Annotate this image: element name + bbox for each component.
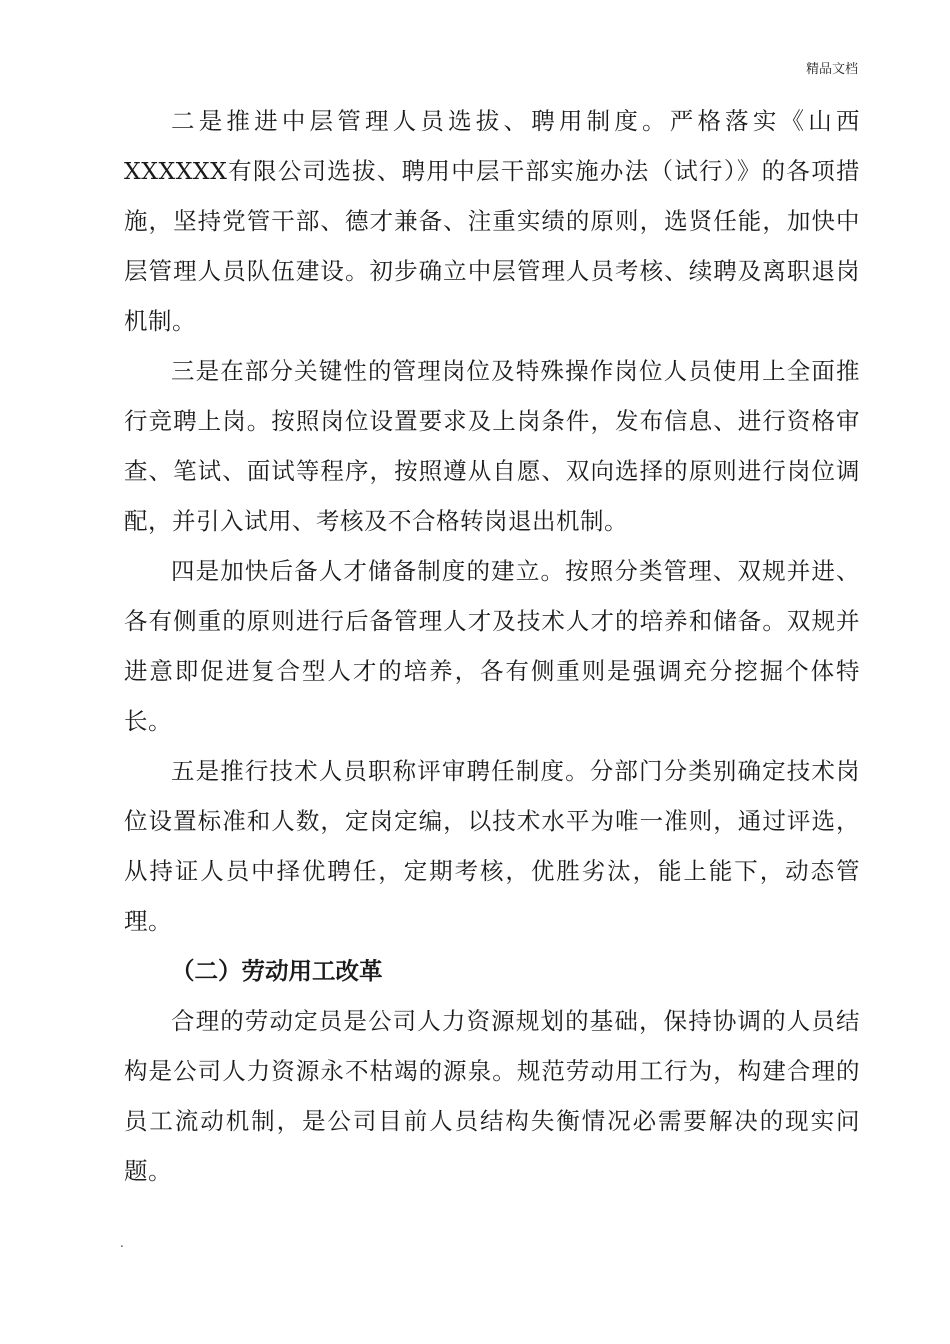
paragraph-technical-titles: 五是推行技术人员职称评审聘任制度。分部门分类别确定技术岗位设置标准和人数，定岗定编，以技术水平为唯一准则，通过评选，从持证人员中择优聘任，定期考核，优胜劣汰，能上能下，动态管理。 [124,757,860,935]
paragraph-reserve-talent: 四是加快后备人才储备制度的建立。按照分类管理、双规并进、各有侧重的原则进行后备管理人才及技术人才的培养和储备。双规并进意即促进复合型人才的培养，各有侧重则是强调充分挖掘个体特长。 [124,557,860,735]
paragraph-competitive-posts: 三是在部分关键性的管理岗位及特殊操作岗位人员使用上全面推行竞聘上岗。按照岗位设置要求及上岗条件，发布信息、进行资格审查、笔试、面试等程序，按照遵从自愿、双向选择的原则进行岗位调配，并引入试用、考核及不合格转岗退出机制。 [124,357,860,535]
page-header-label: 精品文档 [805,62,858,77]
section-heading-labor-reform: （二）劳动用工改革 [171,957,383,985]
document-body [124,96,860,1196]
paragraph-labor-staffing: 合理的劳动定员是公司人力资源规划的基础，保持协调的人员结构是公司人力资源永不枯竭的源泉。规范劳动用工行为，构建合理的员工流动机制，是公司目前人员结构失衡情况必需要解决的现实问题。 [124,1007,860,1185]
paragraph-middle-management: 二是推进中层管理人员选拔、聘用制度。严格落实《山西XXXXXX有限公司选拔、聘用中层干部实施办法（试行）》的各项措施，坚持党管干部、德才兼备、注重实绩的原则，选贤任能，加快中层管理人员队伍建设。初步确立中层管理人员考核、续聘及离职退岗机制。 [124,107,860,335]
footer-mark: . [120,1236,124,1250]
